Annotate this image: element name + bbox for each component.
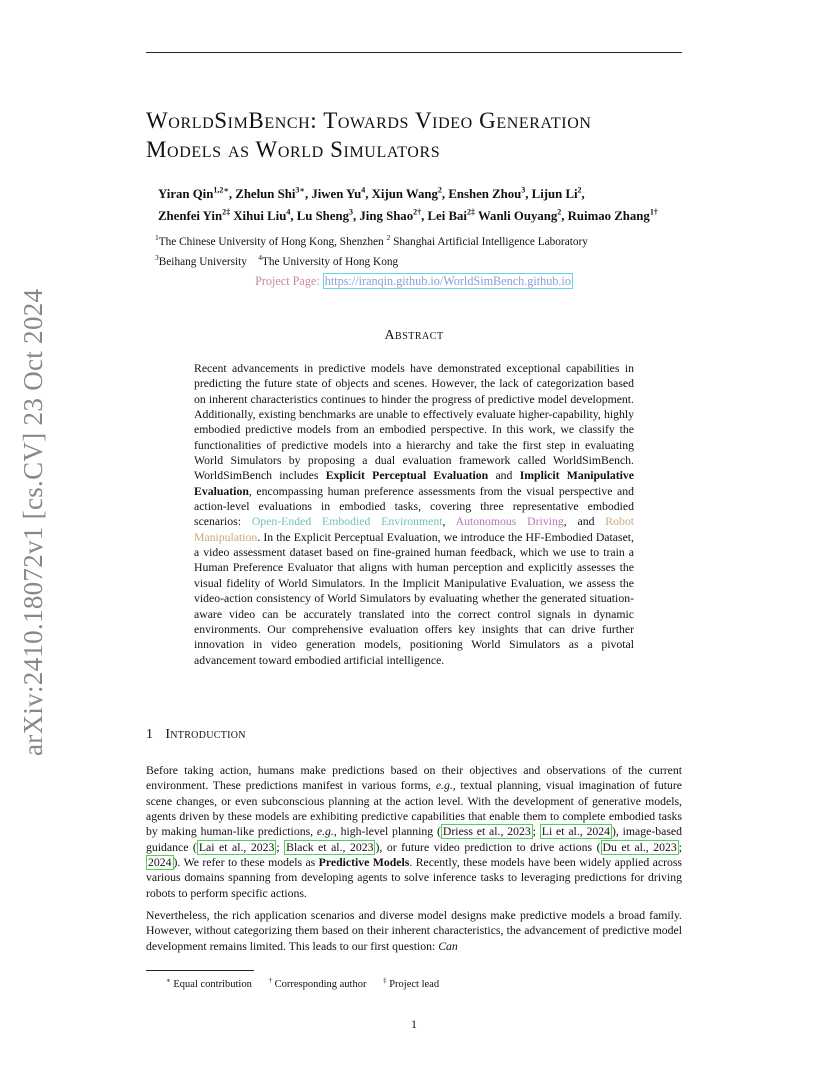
- affiliation-line: $^1$The Chinese University of Hong Kong, Shenzhen $^2$ Shanghai Artificial Intelligence Laboratory: [155, 233, 588, 248]
- scenario-robot-manipulation: Robot Manipulation: [194, 515, 635, 544]
- author: Jing Shao$^{2\dagger}$,: [359, 207, 428, 223]
- author: Jiwen Yu$^4$,: [311, 186, 372, 202]
- paragraph: Nevertheless, the rich application scenarios and diverse model designs make predictive models a broad family. However, without categorizing them based on their inherent characteristics, the advancement of predictive model development remains limited. This leads to our first question: Can: [146, 909, 682, 953]
- paragraph: Before taking action, humans make predictions based on their objectives and observations of the current environment. These predictions manifest in various forms, e.g., textual planning, visual imagination of future scene changes, or even subconscious planning at the action level. With the development of generative models, agents driven by these models are exhibiting predictive capabilities that enable them to complete embodied tasks by making human-like predictions, e.g., high-level planning ( Driess et al., 2023 ; Li et al., 2024 ), image-based guidance ( Lai et al., 2023 ; Black et al., 2023 ), or future video prediction to drive actions ( Du et al., 2023 ; 2024 ). We refer to these models as Predictive Models. Recently, these models have been widely applied across various domains spanning from developing agents to solve inference tasks to leveraging predictions for driving robots to perform specific actions.: [146, 764, 683, 900]
- header-rule: [146, 52, 682, 53]
- arxiv-identifier: arXiv:2410.18072v1 [cs.CV] 23 Oct 2024: [18, 288, 48, 757]
- citation-link[interactable]: Li et al., 2024: [541, 825, 610, 839]
- author: Yiran Qin$^{1,2∗}$,: [158, 186, 236, 202]
- project-page-label: Project Page:: [255, 274, 323, 288]
- author: Zhelun Shi$^{3∗}$,: [235, 186, 312, 202]
- author: Wanli Ouyang$^2$,: [477, 207, 568, 223]
- footnote: ‡ Project lead: [383, 976, 440, 990]
- abstract-heading: Abstract: [384, 328, 444, 343]
- abstract-body: Recent advancements in predictive models have demonstrated exceptional capabilities in predicting the future state of objects and scenes. However, the lack of categorization based on inherent characteristics continues to hinder the progress of predictive model development. Additionally, existing benchmarks are unable to effectively evaluate higher-capability, highly embodied predictive models from an embodied perspective. In this work, we classify the functionalities of predictive models into a hierarchy and take the first step in evaluating World Simulators by proposing a dual evaluation framework called WorldSimBench. WorldSimBench includes Explicit Perceptual Evaluation and Implicit Manipulative Evaluation, encompassing human preference assessments from the visual perspective and action-level evaluations in embodied tasks, covering three representative embodied scenarios: Open-Ended Embodied Environment, Autonomous Driving, and Robot Manipulation. In the Explicit Perceptual Evaluation, we introduce the HF-Embodied Dataset, a video assessment dataset based on fine-grained human feedback, which we use to train a Human Preference Evaluator that aligns with human perception and explicitly assesses the visual fidelity of World Simulators. In the Implicit Manipulative Evaluation, we assess the video-action consistency of World Simulators by evaluating whether the generated situation-aware video can be accurately translated into the correct control signals in dynamic environments. Our comprehensive evaluation offers key insights that can drive further innovation in video generation models, positioning World Simulators as a pivotal advancement toward embodied artificial intelligence.: [194, 362, 635, 667]
- affiliation-line: $^3$Beihang University $^4$The University of Hong Kong: [155, 252, 399, 268]
- citation-link[interactable]: Du et al., 2023: [602, 840, 677, 854]
- author: Lijun Li$^2$,: [531, 186, 585, 202]
- author: Lei Bai$^{2\ddagger}$: [427, 207, 475, 223]
- scenario-autonomous-driving: Autonomous Driving: [455, 515, 564, 529]
- project-page: [146, 274, 682, 289]
- introduction-body: [146, 763, 682, 961]
- footnote: ∗ Equal contribution: [166, 976, 252, 990]
- citation-link[interactable]: Lai et al., 2023: [198, 840, 275, 854]
- author: Lu Sheng$^3$,: [296, 207, 360, 223]
- project-page-link[interactable]: https://iranqin.github.io/WorldSimBench.github.io: [324, 274, 571, 288]
- affiliations: [155, 230, 715, 270]
- title-line-1: WorldSimBench: Towards Video Generation: [146, 108, 592, 133]
- section-heading: [146, 727, 246, 743]
- citation-link[interactable]: Driess et al., 2023: [442, 825, 531, 839]
- author: Enshen Zhou$^3$,: [448, 186, 532, 202]
- page-number: 1: [411, 1017, 417, 1031]
- title-line-2: Models as World Simulators: [146, 137, 441, 162]
- citation-link[interactable]: 2024: [148, 856, 172, 870]
- author: Ruimao Zhang$^{1\dagger}$: [567, 207, 658, 223]
- paper-title: [146, 106, 706, 164]
- author: Xihui Liu$^4$,: [233, 207, 297, 223]
- footnote: † Corresponding author: [268, 976, 367, 990]
- author-list: [158, 182, 718, 225]
- section-title: Introduction: [165, 727, 246, 742]
- author: Xijun Wang$^2$,: [371, 186, 449, 202]
- footnote-rule: [146, 970, 254, 971]
- footnotes: [166, 976, 439, 990]
- section-number: 1: [146, 727, 154, 742]
- citation-link[interactable]: Black et al., 2023: [286, 840, 374, 854]
- author: Zhenfei Yin$^{2\ddagger}$: [158, 207, 231, 223]
- scenario-open-ended: Open-Ended Embodied Environment: [251, 515, 443, 529]
